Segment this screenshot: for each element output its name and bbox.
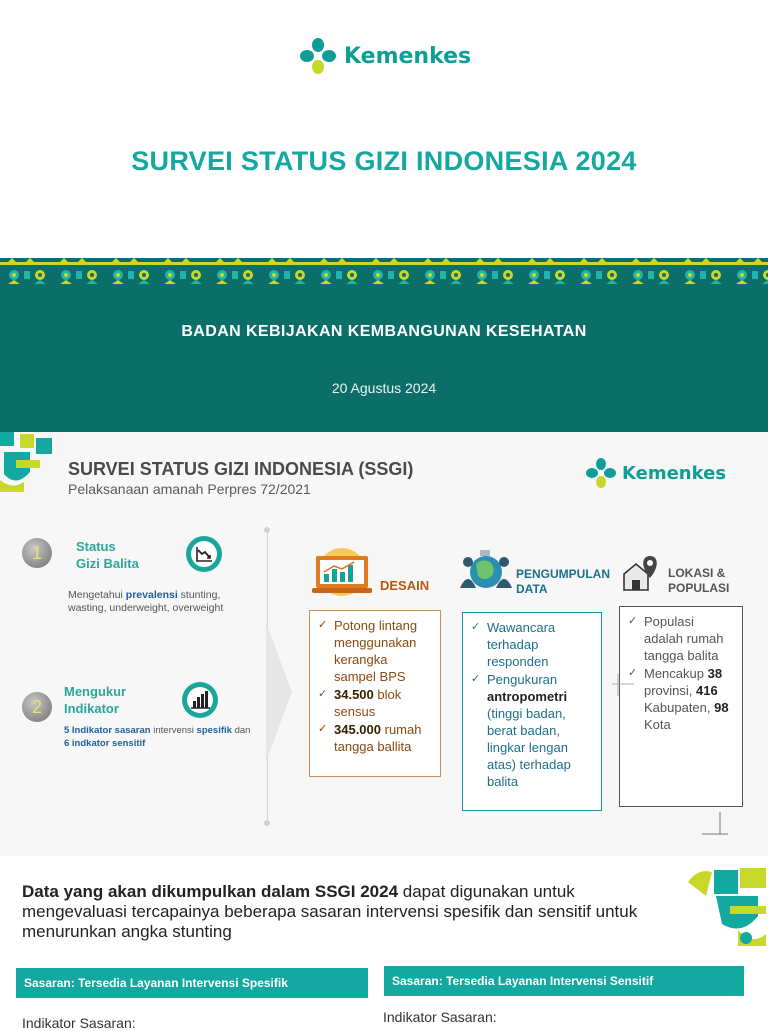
batik-pattern-strip bbox=[0, 258, 768, 288]
intervention-targets-slide bbox=[0, 856, 768, 1031]
corner-decoration-icon bbox=[686, 866, 768, 946]
data-collection-icon bbox=[458, 548, 514, 592]
heading-line: POPULASI bbox=[668, 581, 730, 595]
brand-name: Kemenkes bbox=[622, 462, 727, 484]
tab-intervensi-spesifik: Sasaran: Tersedia Layanan Intervensi Spesifik bbox=[16, 968, 368, 998]
list-item: ✓ 34.500 blok sensus bbox=[318, 686, 432, 720]
step-number-badge: 2 bbox=[22, 692, 52, 722]
tab-intervensi-sensitif: Sasaran: Tersedia Layanan Intervensi Sensitif bbox=[384, 966, 744, 996]
lokasi-heading bbox=[668, 566, 729, 596]
heading-line: DATA bbox=[516, 582, 548, 596]
item-title bbox=[76, 538, 139, 572]
lokasi-populasi-box bbox=[619, 606, 743, 807]
kemenkes-logo bbox=[300, 38, 471, 74]
item-title bbox=[64, 683, 126, 717]
item-title-line: Gizi Balita bbox=[76, 556, 139, 571]
batik-pattern-icon bbox=[0, 258, 768, 288]
list-item: ✓ Pengukuran antropometri (tinggi badan, berat badan, lingkar lengan atas) terhadap balita bbox=[471, 671, 593, 790]
list-item: ✓ Populasi adalah rumah tangga balita bbox=[628, 613, 734, 664]
item-title-line: Indikator bbox=[64, 701, 119, 716]
item-title-line: Status bbox=[76, 539, 116, 554]
location-house-icon bbox=[622, 554, 662, 592]
indikator-label: Indikator Sasaran: bbox=[383, 1009, 497, 1025]
item-title-line: Mengukur bbox=[64, 684, 127, 699]
list-item: ✓ Mencakup 38 provinsi, 416 Kabupaten, 98 Kota bbox=[628, 665, 734, 733]
item-description: 5 Indikator sasaran intervensi spesifik dan 6 indkator sensitif bbox=[64, 725, 251, 749]
title-slide bbox=[0, 0, 768, 432]
chevron-right-icon bbox=[266, 622, 292, 762]
heading-line: PENGUMPULAN bbox=[516, 567, 611, 581]
ssgi-overview-slide bbox=[0, 432, 768, 856]
title-band bbox=[0, 288, 768, 432]
crop-mark-icon bbox=[700, 812, 730, 836]
indikator-label: Indikator Sasaran: bbox=[22, 1015, 136, 1031]
kemenkes-logo-small bbox=[586, 458, 726, 488]
brand-name: Kemenkes bbox=[344, 43, 472, 69]
item-description: Mengetahui prevalensi stunting, wasting, underweight, overweight bbox=[68, 589, 224, 614]
intro-paragraph: Data yang akan dikumpulkan dalam SSGI 2024 dapat digunakan untuk mengevaluasi tercapainya beberapa sasaran intervensi spesifik dan sensitif untuk menurunkan angka stunting bbox=[22, 882, 638, 941]
crop-mark-icon bbox=[612, 674, 634, 696]
section-subtitle: Pelaksanaan amanah Perpres 72/2021 bbox=[68, 481, 311, 497]
page-title: SURVEI STATUS GIZI INDONESIA 2024 bbox=[131, 146, 637, 176]
kemenkes-leaf-icon bbox=[586, 458, 616, 488]
section-title: SURVEI STATUS GIZI INDONESIA (SSGI) bbox=[68, 459, 414, 479]
timeline-dot bbox=[264, 820, 270, 826]
step-number-badge: 1 bbox=[22, 538, 52, 568]
pengumpulan-data-box bbox=[462, 612, 602, 811]
list-item: ✓ Wawancara terhadap responden bbox=[471, 619, 593, 670]
list-item: ✓ Potong lintang menggunakan kerangka sampel BPS bbox=[318, 617, 432, 685]
bar-chart-icon bbox=[182, 682, 218, 718]
presentation-date: 20 Agustus 2024 bbox=[331, 380, 437, 396]
desain-box bbox=[309, 610, 441, 777]
kemenkes-leaf-icon bbox=[300, 38, 336, 74]
timeline-dot bbox=[264, 527, 270, 533]
declining-chart-icon bbox=[186, 536, 222, 572]
laptop-chart-icon bbox=[310, 546, 374, 604]
agency-name: BADAN KEBIJAKAN KEMBANGUNAN KESEHATAN bbox=[181, 323, 587, 340]
desain-heading: DESAIN bbox=[380, 578, 430, 593]
corner-decoration-icon bbox=[0, 432, 56, 492]
heading-line: LOKASI & bbox=[668, 566, 726, 580]
pengumpulan-heading bbox=[516, 567, 610, 597]
list-item: ✓ 345.000 rumah tangga ballita bbox=[318, 721, 432, 755]
